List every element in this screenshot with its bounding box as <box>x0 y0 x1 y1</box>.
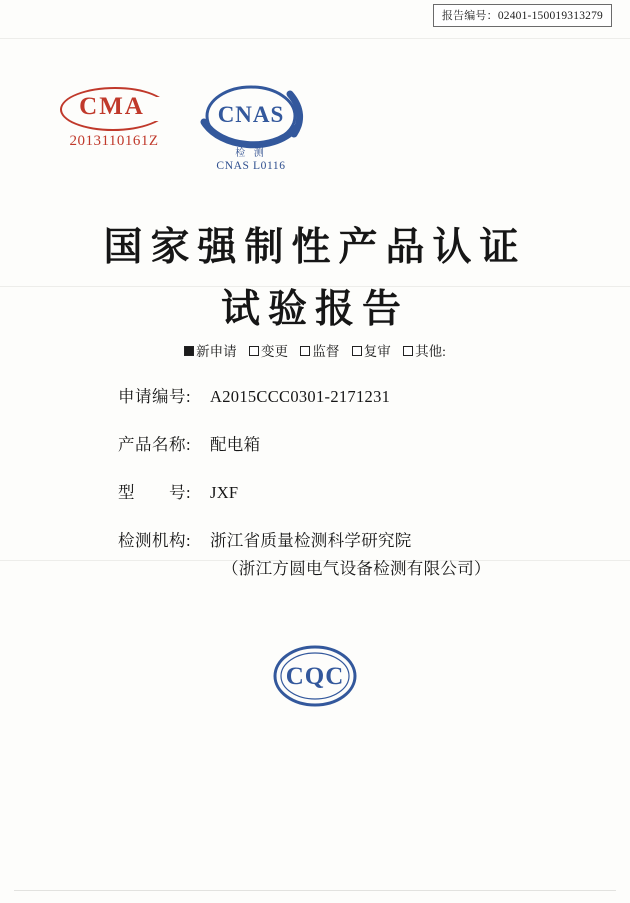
application-type-label: 复审 <box>363 344 391 359</box>
svg-text:CNAS: CNAS <box>217 102 285 127</box>
application-type-option-1[interactable] <box>249 340 288 360</box>
document-title-line1: 国家强制性产品认证 <box>103 226 527 269</box>
field-label: 型 号: <box>118 483 192 502</box>
cqc-mark-group <box>0 640 630 712</box>
field-value-secondary: （浙江方圆电气设备检测有限公司） <box>222 559 491 578</box>
application-type-row <box>0 340 630 360</box>
field-label: 检测机构: <box>118 531 192 550</box>
field-row-application-no <box>118 386 548 408</box>
report-number-box <box>433 4 612 27</box>
checkbox-icon[interactable] <box>300 346 310 356</box>
application-type-option-3[interactable] <box>352 340 391 360</box>
certification-marks <box>0 82 630 192</box>
application-type-label: 变更 <box>260 344 288 359</box>
application-type-label: 新申请 <box>196 344 237 359</box>
field-row-model <box>118 482 548 504</box>
svg-text:CQC: CQC <box>285 663 345 690</box>
cqc-logo-icon <box>267 640 363 712</box>
field-list <box>118 386 548 606</box>
cma-code: 2013110161Z <box>69 133 159 149</box>
cnas-mark-group <box>176 82 326 172</box>
cma-mark-group <box>34 87 194 150</box>
cnas-subtitle: 检 测 <box>235 148 267 159</box>
checkbox-icon[interactable] <box>249 346 259 356</box>
field-value: 浙江省质量检测科学研究院 <box>210 531 412 550</box>
field-label: 申请编号: <box>118 387 192 406</box>
field-value: A2015CCC0301-2171231 <box>210 387 391 406</box>
field-value: JXF <box>210 483 239 502</box>
report-number-label: 报告编号： <box>441 10 498 22</box>
application-type-option-4[interactable] <box>403 340 446 360</box>
application-type-option-0[interactable] <box>184 340 237 360</box>
field-row-testing-organization <box>118 530 548 580</box>
report-number-value: 02401-150019313279 <box>497 10 603 22</box>
cma-logo-icon <box>60 87 168 129</box>
field-row-product-name <box>118 434 548 456</box>
application-type-option-2[interactable] <box>300 340 339 360</box>
document-title-line2: 试验报告 <box>220 288 409 331</box>
field-value: 配电箱 <box>210 435 261 454</box>
application-type-label: 监督 <box>312 344 340 359</box>
checkbox-icon[interactable] <box>352 346 362 356</box>
field-label: 产品名称: <box>118 435 192 454</box>
application-type-label: 其他: <box>415 344 446 359</box>
cnas-code: CNAS L0116 <box>216 160 286 172</box>
cma-letters: CMA <box>79 93 145 120</box>
checkbox-icon[interactable] <box>403 346 413 356</box>
report-number-bar <box>0 4 630 26</box>
field-value-group <box>210 530 491 580</box>
checkbox-icon[interactable] <box>184 346 194 356</box>
scan-line-top <box>0 38 630 39</box>
page-bottom-rule <box>14 890 616 891</box>
